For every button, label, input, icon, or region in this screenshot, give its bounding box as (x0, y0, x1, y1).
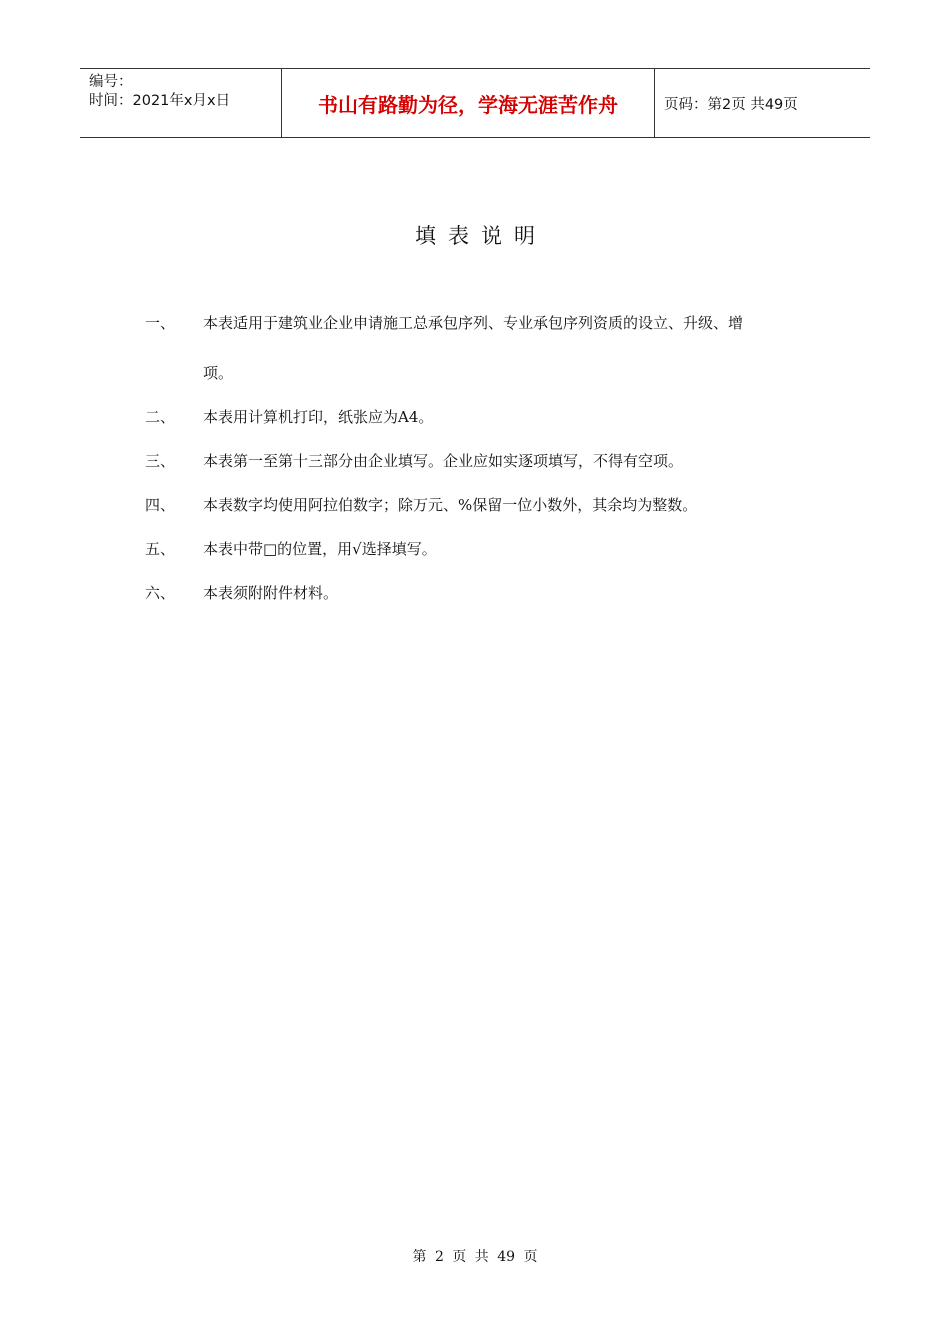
page-title: 填表说明 (415, 224, 547, 248)
number-label: 编号： (89, 74, 133, 90)
item-text: 本表中带□的位置，用√选择填写。 (203, 540, 437, 558)
item-number: 二、 (145, 408, 176, 426)
header-page-info: 页码：第2页 共49页 (664, 96, 798, 113)
item-text: 本表数字均使用阿拉伯数字；除万元、%保留一位小数外，其余均为整数。 (203, 496, 698, 514)
item-continuation: 项。 (203, 364, 234, 382)
item-number: 六、 (145, 584, 176, 602)
item-text: 本表第一至第十三部分由企业填写。企业应如实逐项填写，不得有空项。 (203, 452, 684, 470)
page-header (80, 68, 870, 138)
item-text: 本表适用于建筑业企业申请施工总承包序列、专业承包序列资质的设立、升级、增 (203, 314, 744, 332)
page-footer: 第 2 页 共 49 页 (412, 1249, 538, 1265)
header-motto: 书山有路勤为径，学海无涯苦作舟 (281, 69, 655, 137)
item-number: 五、 (145, 540, 176, 558)
item-text: 本表须附附件材料。 (203, 584, 339, 602)
item-number: 三、 (145, 452, 176, 470)
item-number: 四、 (145, 496, 176, 514)
item-number: 一、 (145, 314, 176, 332)
header-meta (80, 69, 281, 137)
item-text: 本表用计算机打印，纸张应为A4。 (203, 408, 434, 426)
date-label: 时间：2021年x月x日 (89, 93, 231, 109)
